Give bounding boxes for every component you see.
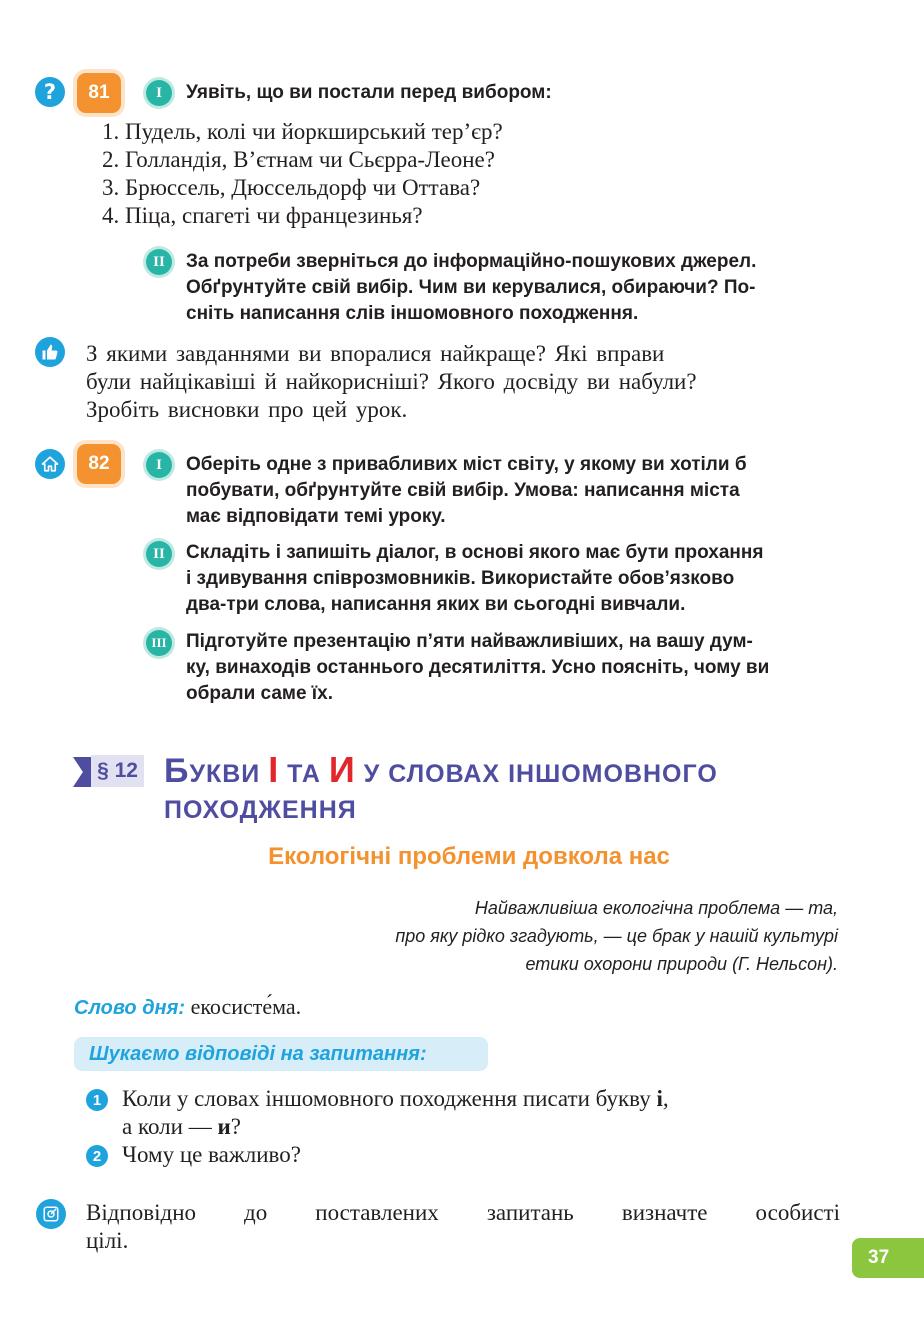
text-line: Зробіть висновки про цей урок. [86, 397, 408, 422]
goals-paragraph [86, 1199, 840, 1255]
epigraph-line: етики охорони природи (Г. Нельсон). [525, 954, 838, 974]
level-1-icon: I [146, 452, 172, 478]
section-marker [73, 757, 91, 787]
list-item: 3. Брюссель, Дюссельдорф чи Оттава? [102, 175, 481, 200]
question-2: Чому це важливо? [122, 1142, 301, 1167]
list-item: 2. Голландія, В’єтнам чи Сьєрра-Леоне? [102, 147, 495, 172]
question-icon: ? [35, 77, 65, 107]
task-number-badge: 81 [77, 73, 121, 113]
text-line: побувати, обґрунтуйте свій вибір. Умова: написання міста [186, 480, 740, 501]
task-number-badge: 82 [77, 444, 121, 484]
thumbs-up-icon [35, 337, 65, 367]
text-line: ку, винаходів останнього десятиліття. Усно поясніть, чому ви [186, 657, 770, 678]
reflection-paragraph [86, 340, 840, 424]
lesson-subtitle: Екологічні проблеми довкола нас [268, 843, 670, 870]
task-82-level-3-text [186, 629, 840, 707]
section-number: § 12 [91, 755, 144, 787]
text-line: були найцікавіші й найкорисніші? Якого досвіду ви набули? [86, 369, 697, 394]
question-1 [122, 1085, 840, 1141]
level-3-icon: III [146, 630, 172, 656]
level-2-icon: II [146, 249, 172, 275]
level-1-icon: I [146, 80, 172, 106]
questions-header: Шукаємо відповіді на запитання: [74, 1037, 488, 1071]
text-line: два-три слова, написання яких ви сьогодні вивчали. [186, 594, 686, 615]
text-line: За потреби зверніться до інформаційно-пошукових джерел. [186, 251, 757, 272]
title-part: У СЛОВАХ ІНШОМОВНОГО [355, 760, 718, 788]
text-line: і здивування співрозмовників. Використайте обов’язково [186, 568, 735, 589]
page-number: 37 [852, 1238, 924, 1278]
list-item: 1. Пудель, колі чи йоркширський тер’єр? [102, 119, 503, 144]
title-part: ТА [279, 760, 329, 788]
epigraph-line: Найважливіша екологічна проблема — та, [474, 898, 838, 918]
word-of-day-label: Слово дня: [74, 997, 186, 1019]
text-line: З якими завданнями ви впоралися найкраще? Які вправи [86, 341, 665, 366]
title-part: ПОХОДЖЕННЯ [164, 796, 357, 824]
title-letter-i: І [268, 749, 280, 790]
epigraph-line: про яку рідко згадують, — це брак у нашій культурі [395, 926, 838, 946]
word-of-day-value: екосисте́ма. [185, 994, 302, 1019]
text-line: має відповідати темі уроку. [186, 506, 446, 527]
title-letter-y: И [328, 749, 356, 790]
target-goal-icon [36, 1199, 66, 1229]
text-line: обрали саме їх. [186, 683, 333, 704]
text-line: цілі. [86, 1228, 129, 1253]
home-icon [35, 449, 65, 479]
question-text: Коли у словах іншомовного походження писати букву [122, 1086, 657, 1111]
question-text: ? [230, 1114, 241, 1139]
epigraph [395, 894, 838, 978]
text-line: Обґрунтуйте свій вибір. Чим ви керувалися, обираючи? По- [186, 277, 756, 298]
text-line: Підготуйте презентацію п’яти найважливіших, на вашу дум- [186, 631, 753, 652]
section-title [164, 749, 864, 828]
text-line: Складіть і запишіть діалог, в основі якого має бути прохання [186, 542, 764, 563]
number-2-icon: 2 [86, 1145, 108, 1167]
letter-i: і [656, 1086, 663, 1111]
level-2-icon: II [146, 541, 172, 567]
list-item: 4. Піца, спагеті чи францезинья? [102, 203, 423, 228]
task-82-level-2-text [186, 540, 840, 618]
title-part: УКВИ [189, 760, 269, 788]
question-text: а коли — [122, 1114, 218, 1139]
question-text: , [662, 1086, 669, 1111]
text-line: сніть написання слів іншомовного походження. [186, 303, 639, 324]
letter-y: и [217, 1114, 231, 1139]
task-81-level-2-text [186, 249, 840, 327]
title-initial: Б [164, 752, 190, 790]
task-82-level-1-text [186, 452, 840, 530]
text-line: Оберіть одне з привабливих міст світу, у якому ви хотіли б [186, 454, 747, 475]
number-1-icon: 1 [86, 1089, 108, 1111]
word-of-day [74, 994, 301, 1020]
task-81-prompt: Уявіть, що ви постали перед вибором: [186, 82, 552, 103]
text-line: Відповідно до поставлених запитань визначте особисті [86, 1200, 840, 1225]
